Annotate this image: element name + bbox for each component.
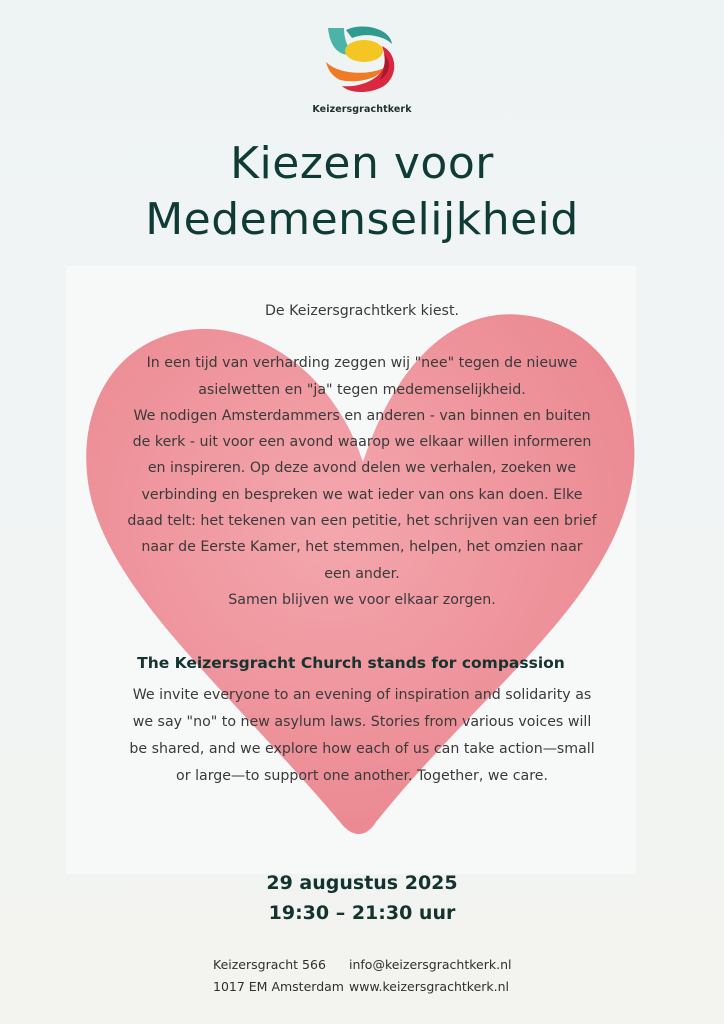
dutch-line: een ander. xyxy=(324,565,400,582)
title-line-2: Medemenselijkheid xyxy=(145,194,579,245)
dutch-text xyxy=(86,298,638,613)
dutch-line: Samen blijven we voor elkaar zorgen. xyxy=(228,591,496,608)
dutch-line: verbinding en bespreken we wat ieder van ons kan doen. Elke xyxy=(141,486,583,503)
dutch-intro: De Keizersgrachtkerk kiest. xyxy=(264,303,460,319)
address-line-1: Keizersgracht 566 xyxy=(213,957,326,972)
dutch-line: de kerk - uit voor een avond waarop we elkaar willen informeren xyxy=(132,434,592,451)
footer-contact xyxy=(213,954,511,998)
english-line: we say "no" to new asylum laws. Stories from various voices will xyxy=(132,714,592,730)
dutch-line: We nodigen Amsterdammers en anderen - van binnen en buiten xyxy=(133,407,591,424)
english-line: be shared, and we explore how each of us can take action—small xyxy=(129,741,595,757)
dutch-line: In een tijd van verharding zeggen wij "nee" tegen de nieuwe xyxy=(146,355,578,372)
address-line-2: 1017 EM Amsterdam xyxy=(213,979,344,994)
event-datetime xyxy=(0,868,724,928)
dutch-line: asielwetten en "ja" tegen medemenselijkheid. xyxy=(198,381,526,398)
dutch-line: daad telt: het tekenen van een petitie, het schrijven van een brief xyxy=(127,513,597,530)
dutch-line: naar de Eerste Kamer, het stemmen, helpen, het omzien naar xyxy=(141,539,583,556)
dutch-line: en inspireren. Op deze avond delen we verhalen, zoeken we xyxy=(147,460,577,477)
event-time: 19:30 – 21:30 uur xyxy=(268,902,456,924)
event-date: 29 augustus 2025 xyxy=(266,872,458,894)
english-heading: The Keizersgracht Church stands for compassion xyxy=(137,654,565,672)
page-title xyxy=(0,136,724,248)
english-line: or large—to support one another. Together, we care. xyxy=(176,768,548,784)
keizersgrachtkerk-logo xyxy=(322,24,402,96)
english-text xyxy=(84,682,640,790)
english-line: We invite everyone to an evening of inspiration and solidarity as xyxy=(132,687,592,703)
org-name: Keizersgrachtkerk xyxy=(312,104,412,115)
title-line-1: Kiezen voor xyxy=(230,138,494,189)
website-link[interactable]: www.keizersgrachtkerk.nl xyxy=(349,979,510,994)
email-link[interactable]: info@keizersgrachtkerk.nl xyxy=(349,957,512,972)
